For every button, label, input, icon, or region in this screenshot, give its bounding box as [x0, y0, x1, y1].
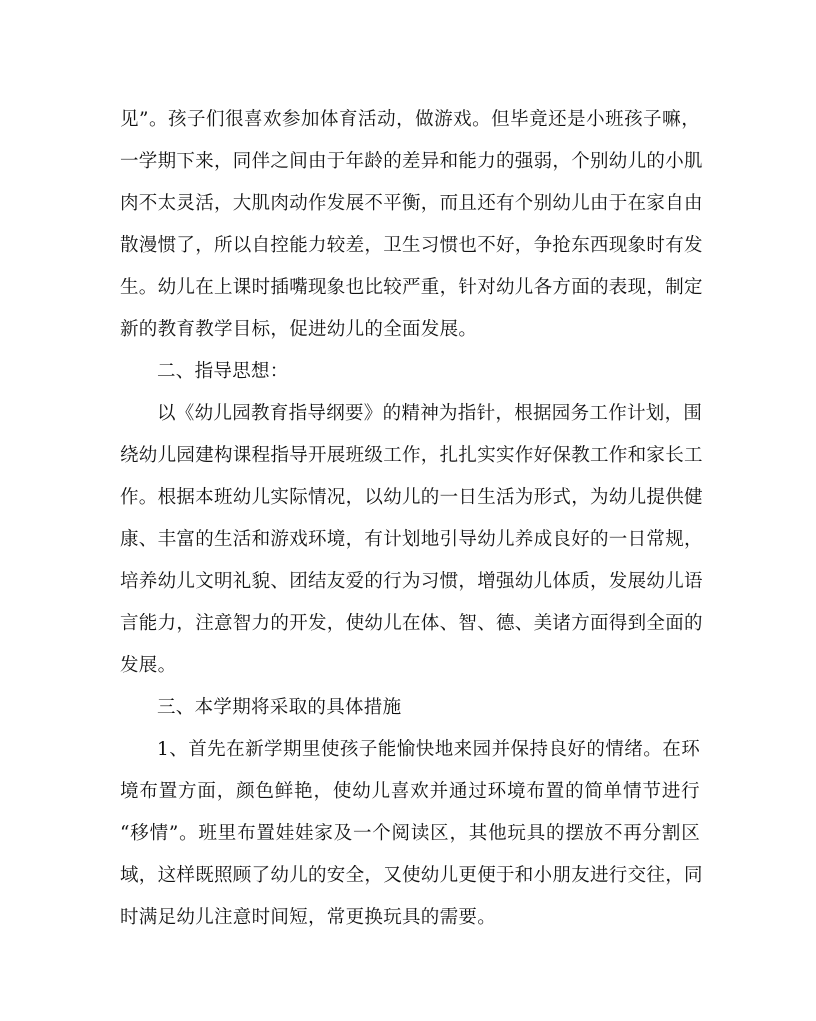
- paragraph-line: 散漫惯了，所以自控能力较差，卫生习惯也不好，争抢东西现象时有发: [120, 235, 703, 256]
- paragraph-line: 绕幼儿园建构课程指导开展班级工作，扎扎实实作好保教工作和家长工: [120, 445, 703, 466]
- paragraph-line: 域，这样既照顾了幼儿的安全，又使幼儿更便于和小朋友进行交往，同: [120, 865, 703, 886]
- paragraph-line: 培养幼儿文明礼貌、团结友爱的行为习惯，增强幼儿体质，发展幼儿语: [120, 571, 703, 592]
- paragraph-line: 发展。: [120, 655, 177, 676]
- paragraph-line: 肉不太灵活，大肌肉动作发展不平衡，而且还有个别幼儿由于在家自由: [120, 193, 703, 214]
- paragraph-line: 生。幼儿在上课时插嘴现象也比较严重，针对幼儿各方面的表现，制定: [120, 277, 703, 298]
- paragraph-line: 时满足幼儿注意时间短，常更换玩具的需要。: [120, 907, 497, 928]
- paragraph-line: 新的教育教学目标，促进幼儿的全面发展。: [120, 319, 478, 340]
- paragraph-line: 康、丰富的生活和游戏环境，有计划地引导幼儿养成良好的一日常规，: [120, 529, 703, 550]
- paragraph-line: 一学期下来，同伴之间由于年龄的差异和能力的强弱，个别幼儿的小肌: [120, 151, 703, 172]
- paragraph-line: 境布置方面，颜色鲜艳，使幼儿喜欢并通过环境布置的简单情节进行: [120, 781, 700, 802]
- paragraph-line: 言能力，注意智力的开发，使幼儿在体、智、德、美诸方面得到全面的: [120, 613, 703, 634]
- section-heading: 二、指导思想：: [157, 361, 289, 382]
- paragraph-line: 1、首先在新学期里使孩子能愉快地来园并保持良好的情绪。在环: [157, 739, 700, 760]
- paragraph-line: “移情”。班里布置娃娃家及一个阅读区，其他玩具的摆放不再分割区: [120, 823, 700, 844]
- paragraph-line: 以《幼儿园教育指导纲要》的精神为指针，根据园务工作计划，围: [157, 403, 703, 424]
- paragraph-line: 作。根据本班幼儿实际情况，以幼儿的一日生活为形式，为幼儿提供健: [120, 487, 703, 508]
- paragraph-line: 见”。孩子们很喜欢参加体育活动，做游戏。但毕竟还是小班孩子嘛，: [120, 109, 700, 130]
- section-heading: 三、本学期将采取的具体措施: [157, 697, 402, 718]
